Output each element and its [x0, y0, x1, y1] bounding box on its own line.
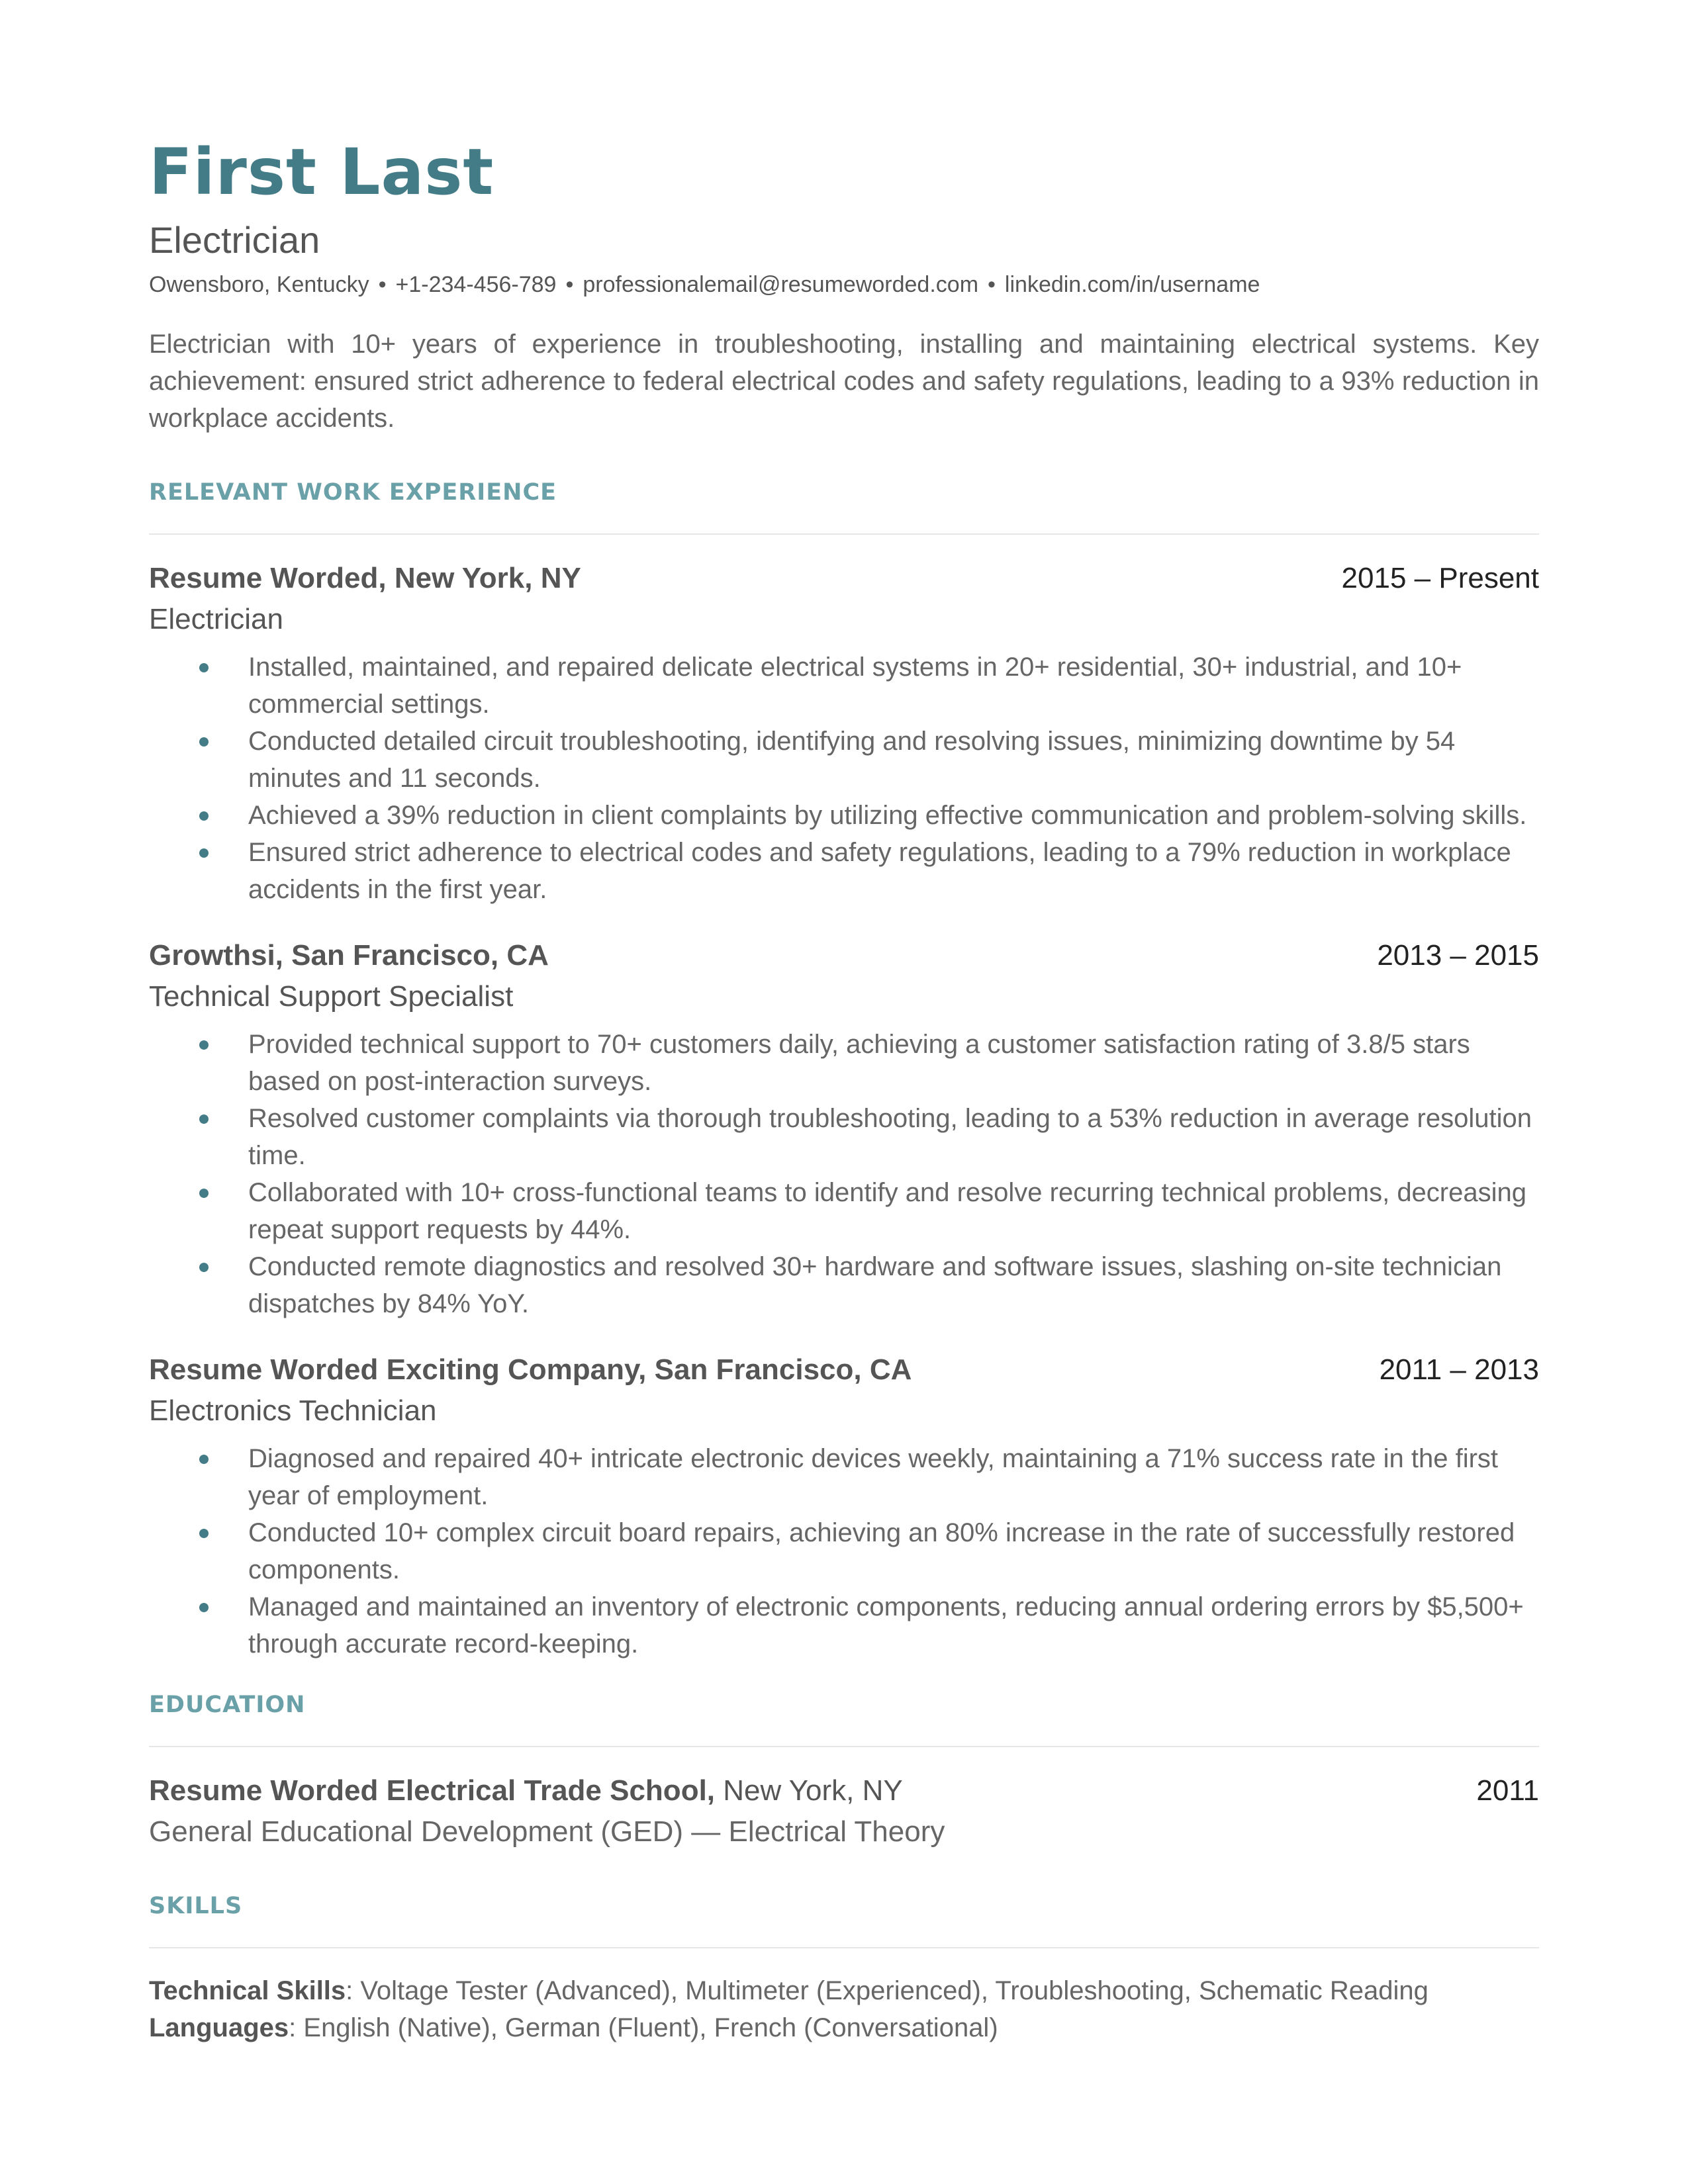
bullet-dot-icon: [199, 1263, 209, 1272]
contact-separator: •: [988, 272, 996, 297]
contact-location: Owensboro, Kentucky: [149, 272, 369, 297]
job-company: Resume Worded Exciting Company, San Francisco, CA: [149, 1353, 912, 1386]
section-divider: [149, 533, 1539, 535]
contact-linkedin[interactable]: linkedin.com/in/username: [1004, 272, 1260, 297]
bullet-text: Diagnosed and repaired 40+ intricate electronic devices weekly, maintaining a 71% success rate in the first year of employment.: [248, 1444, 1499, 1510]
bullet-item: [149, 649, 1539, 723]
job-bullets: [149, 649, 1539, 908]
education-degree: General Educational Development (GED) — Electrical Theory: [149, 1815, 945, 1848]
job-bullets: [149, 1440, 1539, 1662]
contact-separator: •: [378, 272, 387, 297]
section-divider: [149, 1947, 1539, 1948]
job-header: [149, 936, 1539, 976]
bullet-text: Ensured strict adherence to electrical codes and safety regulations, leading to a 79% reduction in workplace accidents in the first year.: [248, 838, 1511, 904]
bullet-text: Collaborated with 10+ cross-functional teams to identify and resolve recurring technical problems, decreasing repeat support requests by 44%.: [248, 1178, 1526, 1244]
bullet-item: [149, 1588, 1539, 1662]
job-entry: [149, 1350, 1539, 1662]
job-company: Growthsi, San Francisco, CA: [149, 939, 549, 972]
summary: Electrician with 10+ years of experience in troubleshooting, installing and maintaining electrical systems. Key achievement: ensured strict adherence to federal electrical codes and safety regulations, leading to a 93% reduction in workplace accidents.: [149, 330, 1539, 433]
experience-list: [149, 559, 1539, 1662]
section-title-experience: RELEVANT WORK EXPERIENCE: [149, 479, 557, 506]
languages-value: : English (Native), German (Fluent), French (Conversational): [289, 2013, 998, 2042]
job-dates: 2011 – 2013: [1379, 1353, 1539, 1386]
education-entry: [149, 1771, 1539, 1811]
bullet-item: [149, 1440, 1539, 1514]
job-company: Resume Worded, New York, NY: [149, 562, 581, 594]
bullet-text: Provided technical support to 70+ customers daily, achieving a customer satisfaction rating of 3.8/5 stars based on post-interaction surveys.: [248, 1030, 1470, 1096]
job-header: [149, 1350, 1539, 1390]
education-year: 2011: [1476, 1774, 1539, 1807]
section-title-skills: SKILLS: [149, 1893, 243, 1919]
bullet-dot-icon: [199, 811, 209, 821]
job-header: [149, 559, 1539, 598]
education-school: Resume Worded Electrical Trade School,: [149, 1774, 716, 1807]
languages: [149, 2009, 1539, 2046]
bullet-text: Conducted remote diagnostics and resolved 30+ hardware and software issues, slashing on-site technician dispatches by 84% YoY.: [248, 1252, 1502, 1318]
bullet-dot-icon: [199, 848, 209, 858]
contact-line: [149, 270, 1539, 299]
candidate-name: First Last: [149, 135, 494, 209]
bullet-dot-icon: [199, 1040, 209, 1050]
contact-separator: •: [565, 272, 574, 297]
bullet-text: Resolved customer complaints via thorough troubleshooting, leading to a 53% reduction in average resolution time.: [248, 1104, 1532, 1170]
bullet-dot-icon: [199, 1529, 209, 1538]
education-location: New York, NY: [723, 1774, 903, 1807]
bullet-text: Managed and maintained an inventory of electronic components, reducing annual ordering errors by $5,500+ through accurate record-keeping.: [248, 1592, 1524, 1659]
job-bullets: [149, 1026, 1539, 1322]
contact-email[interactable]: professionalemail@resumeworded.com: [583, 272, 979, 297]
section-divider: [149, 1746, 1539, 1747]
bullet-dot-icon: [199, 1115, 209, 1124]
job-role: Electrician: [149, 603, 283, 635]
candidate-title: Electrician: [149, 219, 320, 261]
bullet-dot-icon: [199, 1189, 209, 1198]
contact-phone: +1-234-456-789: [395, 272, 557, 297]
job-role: Electronics Technician: [149, 1394, 437, 1427]
bullet-item: [149, 797, 1539, 834]
section-title-education: EDUCATION: [149, 1692, 306, 1718]
technical-skills-label: Technical Skills: [149, 1976, 346, 2005]
job-dates: 2013 – 2015: [1377, 939, 1539, 972]
bullet-dot-icon: [199, 1603, 209, 1612]
bullet-item: [149, 1100, 1539, 1174]
job-role: Technical Support Specialist: [149, 980, 514, 1013]
bullet-text: Achieved a 39% reduction in client complaints by utilizing effective communication and problem-solving skills.: [248, 801, 1527, 830]
job-entry: [149, 936, 1539, 1322]
bullet-text: Installed, maintained, and repaired delicate electrical systems in 20+ residential, 30+ industrial, and 10+ commercial settings.: [248, 653, 1462, 719]
job-entry: [149, 559, 1539, 908]
bullet-item: [149, 723, 1539, 797]
bullet-item: [149, 1248, 1539, 1322]
bullet-item: [149, 834, 1539, 908]
bullet-dot-icon: [199, 1455, 209, 1464]
technical-skills-value: : Voltage Tester (Advanced), Multimeter (Experienced), Troubleshooting, Schematic Reading: [346, 1976, 1429, 2005]
bullet-item: [149, 1174, 1539, 1248]
bullet-dot-icon: [199, 737, 209, 747]
bullet-item: [149, 1026, 1539, 1100]
bullet-item: [149, 1514, 1539, 1588]
bullet-text: Conducted 10+ complex circuit board repairs, achieving an 80% increase in the rate of successfully restored components.: [248, 1518, 1515, 1584]
languages-label: Languages: [149, 2013, 289, 2042]
bullet-dot-icon: [199, 663, 209, 672]
job-dates: 2015 – Present: [1341, 562, 1539, 594]
bullet-text: Conducted detailed circuit troubleshooting, identifying and resolving issues, minimizing downtime by 54 minutes and 11 seconds.: [248, 727, 1456, 793]
resume-page: [149, 132, 1539, 2046]
technical-skills: [149, 1972, 1539, 2009]
